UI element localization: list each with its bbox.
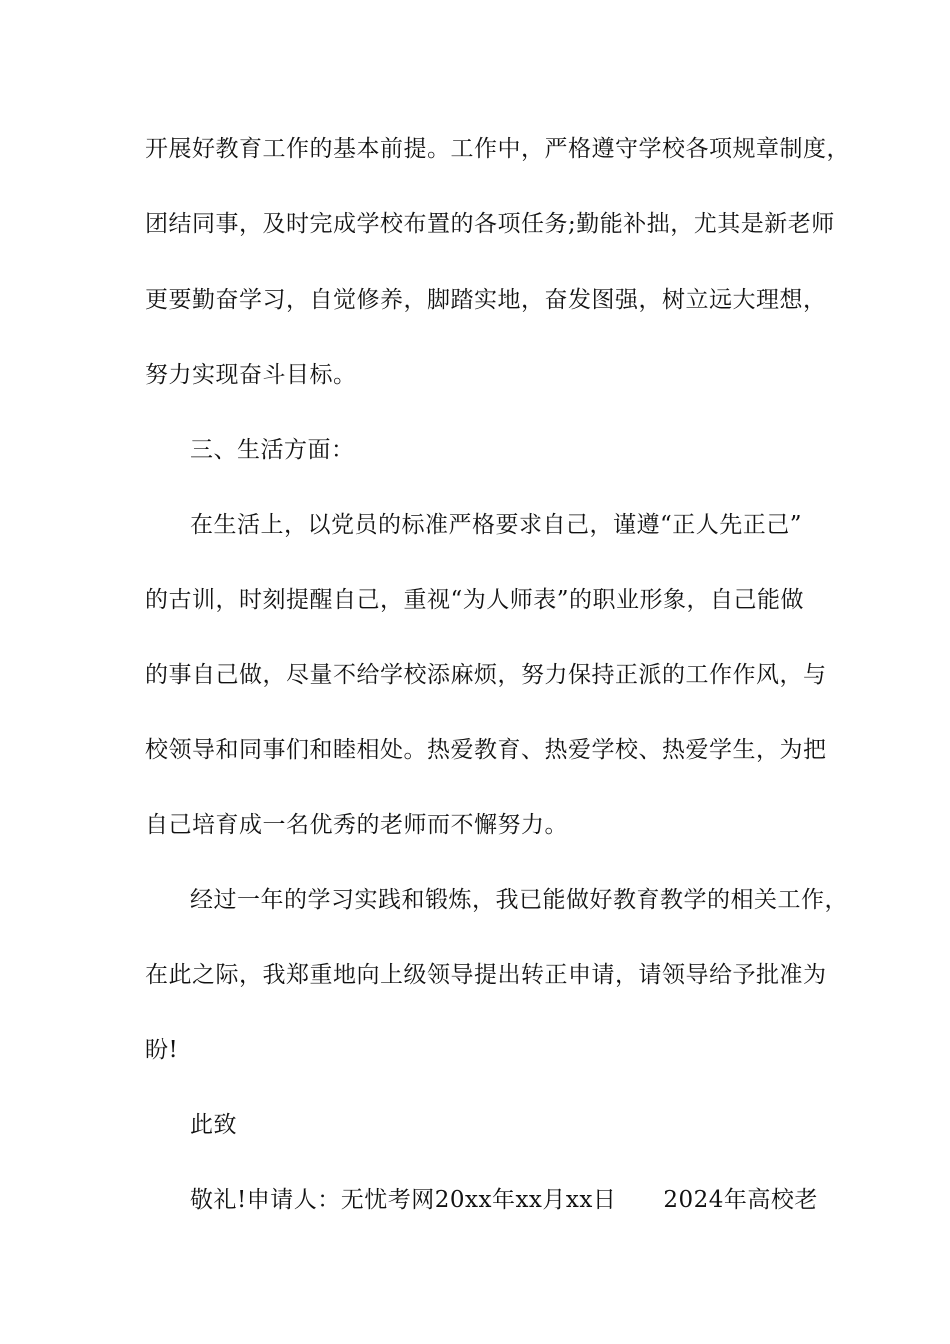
paragraph-line-9: 自己培育成一名优秀的老师而不懈努力。 bbox=[145, 812, 568, 838]
paragraph-line-3: 更要勤奋学习，自觉修养，脚踏实地，奋发图强，树立远大理想， bbox=[145, 287, 827, 313]
paragraph-line-2: 团结同事，及时完成学校布置的各项任务;勤能补拙，尤其是新老师 bbox=[145, 211, 835, 237]
paragraph-line-11: 在此之际，我郑重地向上级领导提出转正申请，请领导给予批准为 bbox=[145, 962, 827, 988]
paragraph-line-5: 在生活上，以党员的标准严格要求自己，谨遵“正人先正己” bbox=[190, 512, 803, 538]
paragraph-line-8: 校领导和同事们和睦相处。热爱教育、热爱学校、热爱学生，为把 bbox=[145, 737, 827, 763]
paragraph-line-1: 开展好教育工作的基本前提。工作中，严格遵守学校各项规章制度， bbox=[145, 136, 850, 162]
paragraph-line-12: 盼! bbox=[145, 1037, 179, 1063]
paragraph-line-4: 努力实现奋斗目标。 bbox=[145, 362, 357, 388]
paragraph-line-7: 的事自己做，尽量不给学校添麻烦，努力保持正派的工作作风，与 bbox=[145, 662, 827, 688]
paragraph-line-6: 的古训，时刻提醒自己，重视“为人师表”的职业形象，自己能做 bbox=[145, 587, 805, 613]
signature-line: 敬礼!申请人：无忧考网20xx年xx月xx日 2024年高校老 bbox=[190, 1187, 818, 1213]
paragraph-line-10: 经过一年的学习实践和锻炼，我已能做好教育教学的相关工作， bbox=[190, 887, 848, 913]
closing-salutation: 此致 bbox=[190, 1112, 237, 1138]
section-heading-life: 三、生活方面： bbox=[190, 437, 355, 463]
